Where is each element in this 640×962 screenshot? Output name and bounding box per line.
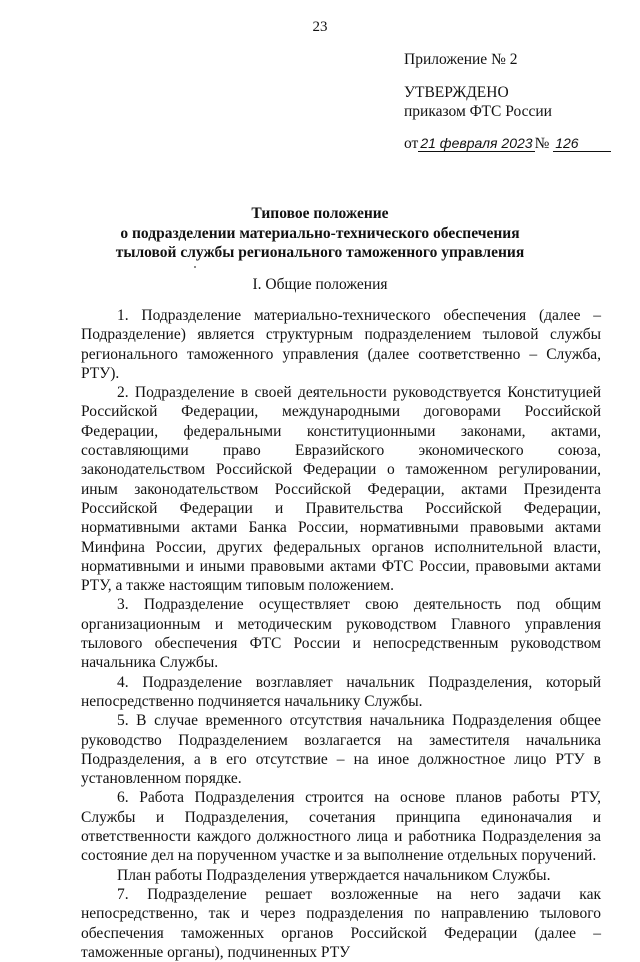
approval-stamp (404, 50, 611, 153)
number-prefix: № (534, 135, 550, 152)
paragraph-4: 4. Подразделение возглавляет начальник Подразделения, который непосредственно подчиняется начальнику Службы. (81, 673, 601, 710)
page-number: 23 (312, 19, 328, 35)
approved-label: УТВЕРЖДЕНО (404, 84, 509, 101)
paragraph-6: 6. Работа Подразделения строится на основе планов работы РТУ, Службы и Подразделения, сочетания принципа единоначалия и ответственности каждого должностного лица и работника Подразделения за состояние дел на порученном участке и за выполнение отдельных поручений. (81, 789, 601, 865)
order-date-line (404, 134, 611, 153)
appendix-label: Приложение № 2 (404, 51, 518, 68)
document-title (60, 204, 580, 263)
paragraph-2: 2. Подразделение в своей деятельности руководствуется Конституцией Российской Федерации, международными договорами Российской Федерации, федеральными конституционными законами, актами, составляющими право Евразийского экономического союза, законодательством Российской Федерации о таможенном регулировании, иным законодательством Российской Федерации, актами Президента Российской Федерации и Правительства Российской Федерации, нормативными актами Банка России, нормативными правовыми актами Минфина России, других федеральных органов исполнительной власти, нормативными и иными правовыми актами ФТС России, правовыми актами РТУ, а также настоящим типовым положением. (81, 384, 601, 595)
section-heading: I. Общие положения (252, 276, 388, 293)
title-line-3: тыловой службы регионального таможенного управления (115, 244, 525, 261)
order-number: 126 (553, 135, 611, 152)
paragraph-7: 7. Подразделение решает возложенные на него задачи как непосредственно, так и через подразделения по направлению тылового обеспечения таможенных органов Российской Федерации (далее – таможенные органы), подчиненных РТУ (81, 885, 601, 961)
title-line-2: о подразделении материально-технического обеспечения (120, 224, 520, 242)
paragraph-6-plan: План работы Подразделения утверждается начальником Службы. (117, 866, 551, 884)
title-line-1: Типовое положение (251, 205, 389, 222)
order-of-label: приказом ФТС России (404, 103, 552, 120)
paragraph-1: 1. Подразделение материально-технического обеспечения (далее – Подразделение) является структурным подразделением тыловой службы регионального таможенного управления (далее соответственно – Служба, РТУ). (81, 307, 601, 382)
from-prefix: от (404, 135, 419, 152)
paragraph-5: 5. В случае временного отсутствия начальника Подразделения общее руководство Подразделением возлагается на заместителя начальника Подразделения, а в его отсутствие – на иное должностное лицо РТУ в установленном порядке. (81, 712, 601, 788)
scan-dot (194, 266, 196, 268)
paragraph-3: 3. Подразделение осуществляет свою деятельность под общим организационным и методическим руководством Главного управления тылового обеспечения ФТС России и непосредственным руководством начальника Службы. (81, 596, 601, 672)
order-date: 21 февраля 2023 (420, 135, 533, 151)
document-body (81, 306, 601, 962)
